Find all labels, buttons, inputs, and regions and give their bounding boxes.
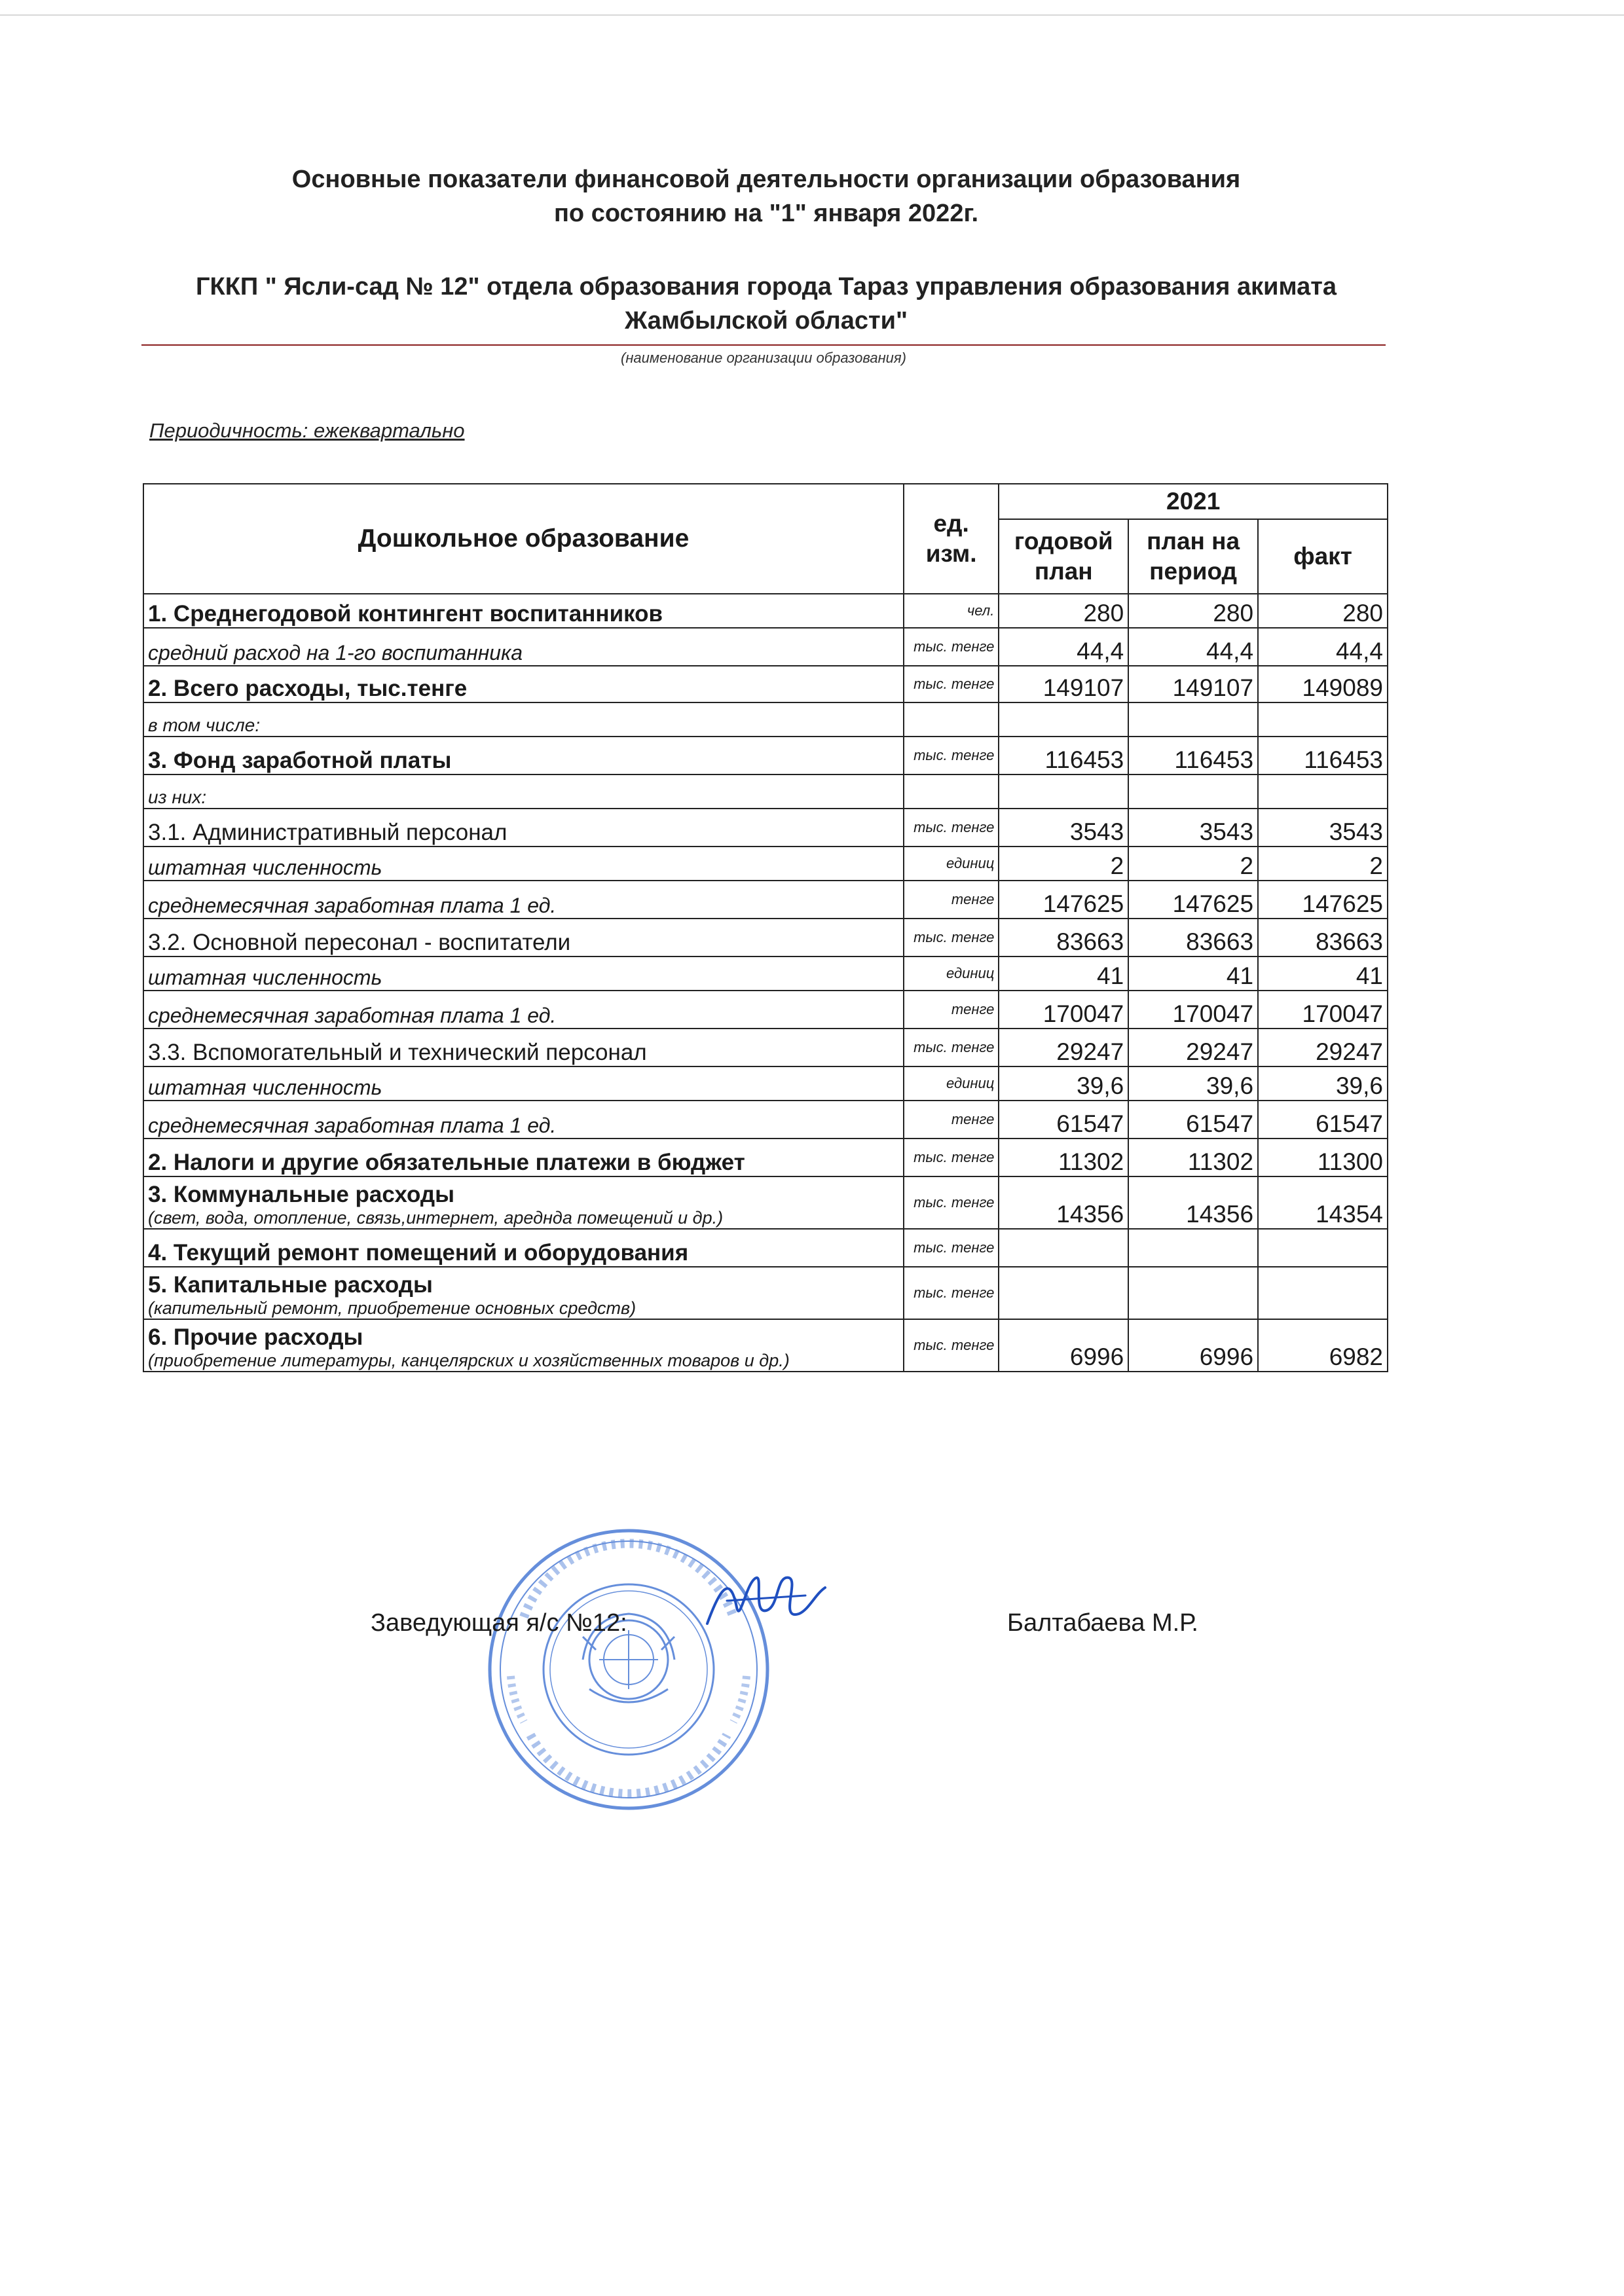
- row-label: среднемесячная заработная плата 1 ед.: [148, 1114, 557, 1137]
- row-label: 2. Всего расходы, тыс.тенге: [148, 676, 468, 701]
- row-label: 2. Налоги и другие обязательные платежи в бюджет: [148, 1150, 745, 1175]
- row-name: [143, 957, 904, 991]
- row-unit: тыс. тенге: [904, 666, 999, 702]
- signatory-name: Балтабаева М.Р.: [1007, 1609, 1198, 1637]
- table-row: [143, 1229, 1388, 1267]
- row-value-fact: 61547: [1258, 1101, 1388, 1139]
- row-name: [143, 1319, 904, 1372]
- row-unit: тенге: [904, 991, 999, 1029]
- org-line-2: Жамбылской области": [624, 307, 908, 335]
- row-value-period: 116453: [1128, 737, 1258, 774]
- header-period-plan: план на период: [1128, 519, 1258, 594]
- scan-edge: [0, 14, 1624, 16]
- row-name: [143, 1029, 904, 1066]
- table-row: [143, 1267, 1388, 1319]
- title-line-1: Основные показатели финансовой деятельности организации образования: [291, 166, 1241, 193]
- row-label: из них:: [148, 787, 207, 807]
- row-value-plan: 149107: [999, 666, 1128, 702]
- row-label: 3.1. Административный персонал: [148, 820, 507, 845]
- row-label: в том числе:: [148, 715, 261, 735]
- table-body: [143, 594, 1388, 1372]
- row-value-fact: 170047: [1258, 991, 1388, 1029]
- row-name: [143, 1139, 904, 1176]
- row-value-plan: 14356: [999, 1176, 1128, 1229]
- row-value-plan: 44,4: [999, 628, 1128, 666]
- row-value-plan: [999, 774, 1128, 809]
- row-unit: тыс. тенге: [904, 1029, 999, 1066]
- row-label: 4. Текущий ремонт помещений и оборудования: [148, 1240, 689, 1266]
- row-unit: единиц: [904, 1066, 999, 1101]
- row-value-period: 61547: [1128, 1101, 1258, 1139]
- row-value-fact: 29247: [1258, 1029, 1388, 1066]
- row-value-plan: 41: [999, 957, 1128, 991]
- row-name: [143, 881, 904, 919]
- row-value-fact: 280: [1258, 594, 1388, 628]
- row-value-period: 44,4: [1128, 628, 1258, 666]
- header-unit: ед. изм.: [904, 484, 999, 594]
- table-row: [143, 957, 1388, 991]
- table-row: [143, 919, 1388, 957]
- row-value-fact: 11300: [1258, 1139, 1388, 1176]
- table-row: [143, 809, 1388, 847]
- row-label: 3. Коммунальные расходы: [148, 1182, 455, 1207]
- row-name: [143, 1176, 904, 1229]
- row-value-fact: 116453: [1258, 737, 1388, 774]
- row-value-fact: 44,4: [1258, 628, 1388, 666]
- row-unit: тыс. тенге: [904, 919, 999, 957]
- row-unit: единиц: [904, 957, 999, 991]
- financial-table: [143, 483, 1388, 1372]
- row-name: [143, 1229, 904, 1267]
- row-value-plan: [999, 702, 1128, 737]
- row-value-fact: 2: [1258, 847, 1388, 881]
- row-name: [143, 847, 904, 881]
- row-value-plan: [999, 1267, 1128, 1319]
- row-unit: тыс. тенге: [904, 1319, 999, 1372]
- row-value-plan: 11302: [999, 1139, 1128, 1176]
- periodicity-label: Периодичность: ежеквартально: [149, 419, 465, 442]
- org-caption: (наименование организации образования): [621, 350, 906, 366]
- table-row: [143, 774, 1388, 809]
- row-value-plan: 3543: [999, 809, 1128, 847]
- row-label: среднемесячная заработная плата 1 ед.: [148, 894, 557, 917]
- row-value-period: 3543: [1128, 809, 1258, 847]
- row-value-period: 41: [1128, 957, 1258, 991]
- row-name: [143, 774, 904, 809]
- row-label: среднемесячная заработная плата 1 ед.: [148, 1004, 557, 1027]
- signature-icon: [701, 1561, 832, 1640]
- org-underline: [141, 344, 1386, 346]
- row-label: 1. Среднегодовой контингент воспитанников: [148, 601, 663, 627]
- row-value-fact: [1258, 702, 1388, 737]
- row-value-period: [1128, 1229, 1258, 1267]
- row-label: 3.3. Вспомогательный и технический персонал: [148, 1040, 647, 1065]
- row-value-period: 2: [1128, 847, 1258, 881]
- table-row: [143, 847, 1388, 881]
- header-preschool-education: Дошкольное образование: [143, 484, 904, 594]
- row-value-period: 280: [1128, 594, 1258, 628]
- row-value-plan: 2: [999, 847, 1128, 881]
- row-name: [143, 1066, 904, 1101]
- row-value-plan: 280: [999, 594, 1128, 628]
- row-value-fact: 41: [1258, 957, 1388, 991]
- row-note: (приобретение литературы, канцелярских и хозяйственных товаров и др.): [148, 1351, 790, 1370]
- row-unit: чел.: [904, 594, 999, 628]
- row-unit: тыс. тенге: [904, 1176, 999, 1229]
- table-row: [143, 1319, 1388, 1372]
- row-unit: тыс. тенге: [904, 1229, 999, 1267]
- table-row: [143, 1139, 1388, 1176]
- row-label: штатная численность: [148, 856, 382, 879]
- table-row: [143, 666, 1388, 702]
- row-value-plan: 116453: [999, 737, 1128, 774]
- row-value-period: 147625: [1128, 881, 1258, 919]
- row-name: [143, 1267, 904, 1319]
- row-name: [143, 919, 904, 957]
- row-value-fact: 147625: [1258, 881, 1388, 919]
- document-title: [144, 162, 1388, 230]
- row-value-fact: 39,6: [1258, 1066, 1388, 1101]
- row-value-plan: 147625: [999, 881, 1128, 919]
- row-value-period: 170047: [1128, 991, 1258, 1029]
- row-label: средний расход на 1-го воспитанника: [148, 641, 523, 665]
- row-value-period: 149107: [1128, 666, 1258, 702]
- row-unit: тенге: [904, 1101, 999, 1139]
- row-value-fact: [1258, 1229, 1388, 1267]
- row-value-fact: [1258, 1267, 1388, 1319]
- row-value-period: 6996: [1128, 1319, 1258, 1372]
- title-line-2: по состоянию на "1" января 2022г.: [553, 200, 979, 227]
- row-value-plan: 6996: [999, 1319, 1128, 1372]
- table-row: [143, 628, 1388, 666]
- row-value-plan: 83663: [999, 919, 1128, 957]
- row-label: 5. Капитальные расходы: [148, 1272, 433, 1298]
- row-value-fact: 149089: [1258, 666, 1388, 702]
- row-value-period: 14356: [1128, 1176, 1258, 1229]
- row-name: [143, 594, 904, 628]
- row-value-plan: [999, 1229, 1128, 1267]
- org-line-1: ГККП " Ясли-сад № 12" отдела образования города Тараз управления образования акимата: [195, 273, 1337, 301]
- table-row: [143, 1066, 1388, 1101]
- row-value-period: [1128, 702, 1258, 737]
- table-row: [143, 702, 1388, 737]
- row-label: штатная численность: [148, 1076, 382, 1099]
- row-name: [143, 666, 904, 702]
- row-value-period: 83663: [1128, 919, 1258, 957]
- row-unit: тыс. тенге: [904, 1139, 999, 1176]
- row-value-fact: 14354: [1258, 1176, 1388, 1229]
- table-row: [143, 1029, 1388, 1066]
- row-name: [143, 809, 904, 847]
- row-value-fact: [1258, 774, 1388, 809]
- row-name: [143, 991, 904, 1029]
- header-year: 2021: [999, 484, 1388, 519]
- row-label: 3.2. Основной пересонал - воспитатели: [148, 930, 571, 955]
- row-value-fact: 6982: [1258, 1319, 1388, 1372]
- table-row: [143, 737, 1388, 774]
- row-unit: тенге: [904, 881, 999, 919]
- row-value-period: [1128, 1267, 1258, 1319]
- row-value-period: 11302: [1128, 1139, 1258, 1176]
- table-row: [143, 1176, 1388, 1229]
- row-label: 6. Прочие расходы: [148, 1324, 363, 1350]
- row-label: 3. Фонд заработной платы: [148, 748, 452, 773]
- row-name: [143, 1101, 904, 1139]
- row-value-period: 39,6: [1128, 1066, 1258, 1101]
- row-unit: [904, 774, 999, 809]
- row-unit: тыс. тенге: [904, 809, 999, 847]
- row-note: (свет, вода, отопление, связь,интернет, ареднда помещений и др.): [148, 1208, 724, 1228]
- row-value-period: [1128, 774, 1258, 809]
- row-label: штатная численность: [148, 966, 382, 989]
- row-unit: тыс. тенге: [904, 1267, 999, 1319]
- table-row: [143, 1101, 1388, 1139]
- row-name: [143, 702, 904, 737]
- table-row: [143, 594, 1388, 628]
- header-fact: факт: [1258, 519, 1388, 594]
- row-value-fact: 83663: [1258, 919, 1388, 957]
- row-value-plan: 29247: [999, 1029, 1128, 1066]
- row-unit: тыс. тенге: [904, 628, 999, 666]
- row-value-fact: 3543: [1258, 809, 1388, 847]
- row-unit: тыс. тенге: [904, 737, 999, 774]
- row-unit: [904, 702, 999, 737]
- row-name: [143, 628, 904, 666]
- row-name: [143, 737, 904, 774]
- table-row: [143, 881, 1388, 919]
- row-value-period: 29247: [1128, 1029, 1258, 1066]
- table-row: [143, 991, 1388, 1029]
- row-value-plan: 61547: [999, 1101, 1128, 1139]
- organization-name: [144, 270, 1388, 338]
- row-value-plan: 170047: [999, 991, 1128, 1029]
- row-value-plan: 39,6: [999, 1066, 1128, 1101]
- signature-label: Заведующая я/с №12:: [371, 1609, 627, 1637]
- row-unit: единиц: [904, 847, 999, 881]
- header-annual-plan: годовой план: [999, 519, 1128, 594]
- row-note: (капительный ремонт, приобретение основных средств): [148, 1298, 637, 1318]
